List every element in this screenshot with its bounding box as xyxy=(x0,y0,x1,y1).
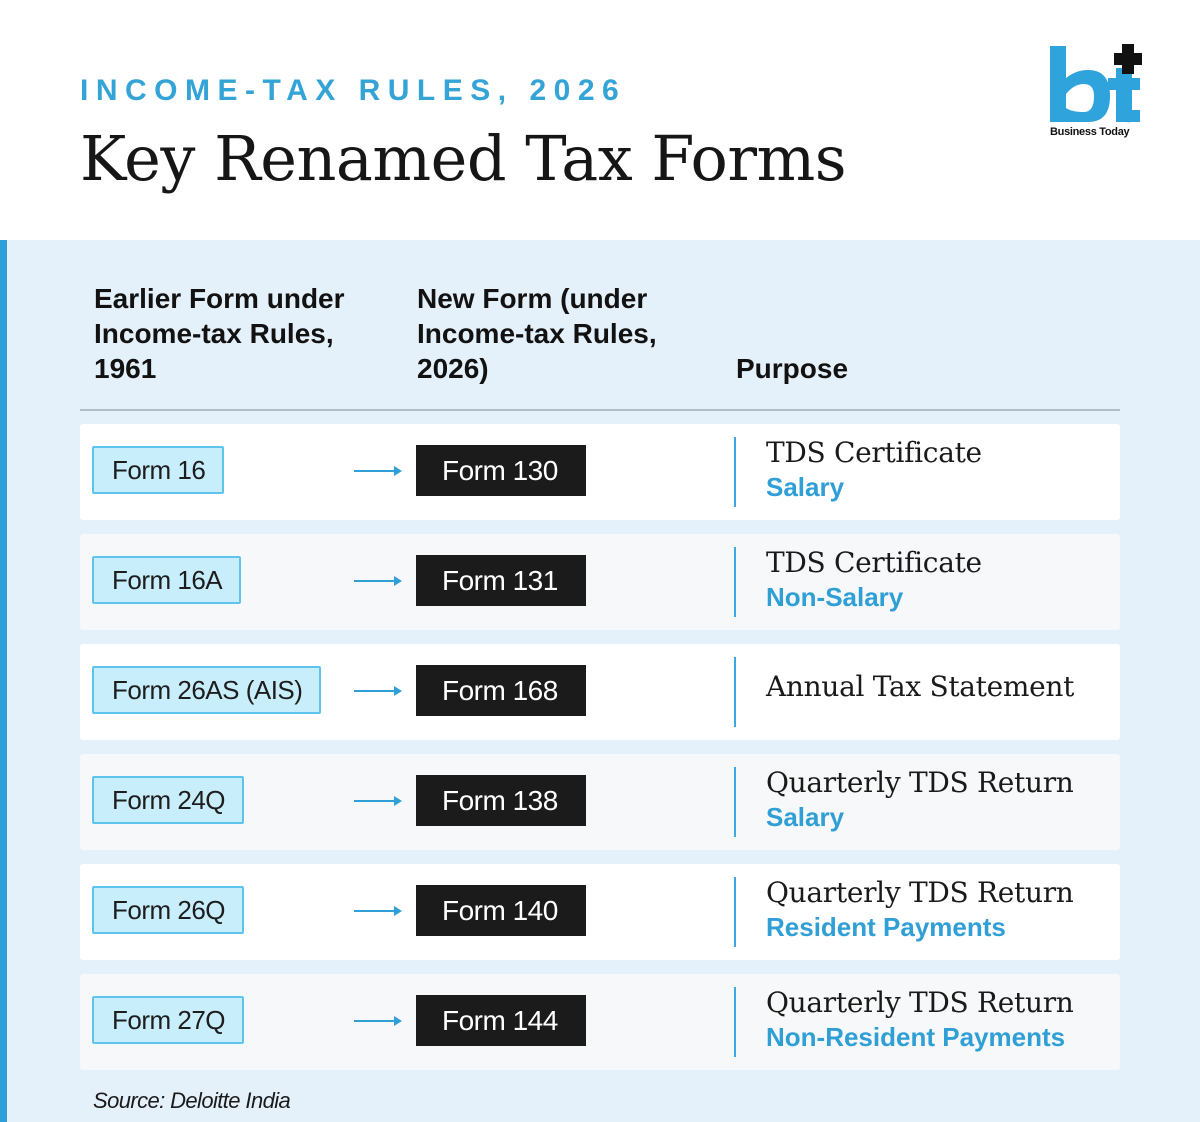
form-table xyxy=(80,424,1120,1084)
arrow-right-icon xyxy=(354,571,404,591)
purpose-divider xyxy=(734,547,736,617)
purpose-divider xyxy=(734,437,736,507)
purpose-subtext: Salary xyxy=(766,802,845,832)
purpose-subtext: Resident Payments xyxy=(766,912,1006,942)
purpose-divider xyxy=(734,877,736,947)
earlier-form-chip: Form 16A xyxy=(92,556,241,604)
purpose-text: Quarterly TDS Return xyxy=(766,876,1074,909)
table-row xyxy=(80,974,1120,1070)
purpose-subtext: Non-Resident Payments xyxy=(766,1022,1066,1052)
arrow-right-icon xyxy=(354,461,404,481)
column-header-new-form: New Form (under Income-tax Rules, 2026) xyxy=(417,283,657,384)
purpose-divider xyxy=(734,657,736,727)
new-form-chip: Form 140 xyxy=(416,885,586,936)
header-divider xyxy=(80,409,1120,411)
table-row xyxy=(80,534,1120,630)
logo-caption: Business Today xyxy=(1050,126,1130,138)
earlier-form-chip: Form 27Q xyxy=(92,996,244,1044)
purpose-divider xyxy=(734,987,736,1057)
purpose-text: Quarterly TDS Return xyxy=(766,986,1074,1019)
earlier-form-chip: Form 16 xyxy=(92,446,224,494)
arrow-right-icon xyxy=(354,901,404,921)
header xyxy=(0,0,1200,240)
column-header-earlier-form: Earlier Form under Income-tax Rules, 1961 xyxy=(94,283,345,384)
new-form-chip: Form 144 xyxy=(416,995,586,1046)
page-title: Key Renamed Tax Forms xyxy=(80,122,847,195)
table-row xyxy=(80,754,1120,850)
earlier-form-chip: Form 26AS (AIS) xyxy=(92,666,321,714)
arrow-right-icon xyxy=(354,681,404,701)
new-form-chip: Form 168 xyxy=(416,665,586,716)
purpose-subtext: Non-Salary xyxy=(766,582,904,612)
table-row xyxy=(80,864,1120,960)
new-form-chip: Form 138 xyxy=(416,775,586,826)
kicker-title: INCOME-TAX RULES, 2026 xyxy=(80,74,627,107)
table-row xyxy=(80,424,1120,520)
new-form-chip: Form 130 xyxy=(416,445,586,496)
purpose-text: TDS Certificate xyxy=(766,546,982,579)
purpose-divider xyxy=(734,767,736,837)
table-row xyxy=(80,644,1120,740)
arrow-right-icon xyxy=(354,1011,404,1031)
earlier-form-chip: Form 24Q xyxy=(92,776,244,824)
panel-accent-stripe xyxy=(0,240,7,1122)
purpose-subtext: Salary xyxy=(766,472,845,502)
purpose-text: Annual Tax Statement xyxy=(766,670,1075,703)
new-form-chip: Form 131 xyxy=(416,555,586,606)
arrow-right-icon xyxy=(354,791,404,811)
earlier-form-chip: Form 26Q xyxy=(92,886,244,934)
purpose-text: TDS Certificate xyxy=(766,436,982,469)
purpose-text: Quarterly TDS Return xyxy=(766,766,1074,799)
source-note: Source: Deloitte India xyxy=(93,1088,291,1113)
column-header-purpose: Purpose xyxy=(736,353,849,384)
